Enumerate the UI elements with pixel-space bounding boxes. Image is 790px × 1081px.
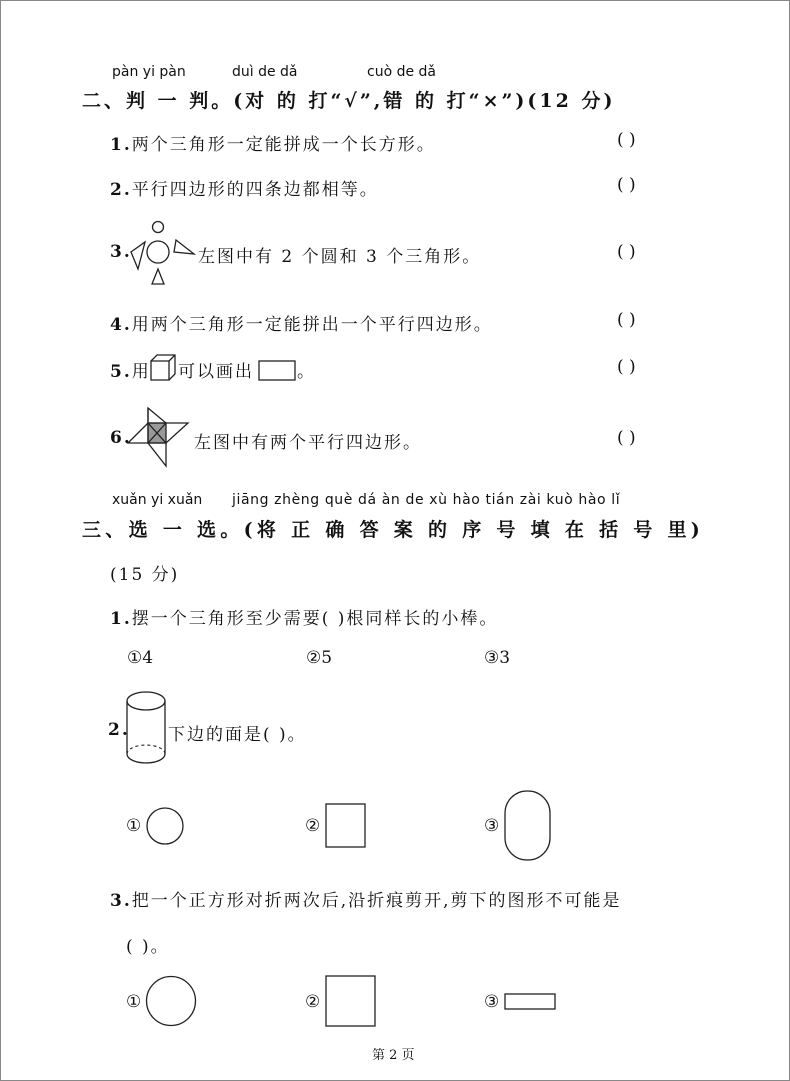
q3-option-3-label[interactable]: ③ bbox=[484, 992, 500, 1012]
q2-stadium-option-icon bbox=[504, 790, 552, 862]
item-number: 1. bbox=[110, 609, 132, 629]
cylinder-icon bbox=[126, 690, 170, 766]
q2-option-2-label[interactable]: ② bbox=[305, 816, 321, 836]
item-number: 6. bbox=[110, 428, 132, 448]
item-number: 1. bbox=[110, 135, 132, 155]
q3-square-option-icon bbox=[325, 975, 379, 1029]
pinyin-dui-de-da: duì de dǎ bbox=[232, 64, 298, 80]
item-number: 3. bbox=[110, 891, 132, 911]
q2-option-1-label[interactable]: ① bbox=[126, 816, 142, 836]
q1-option-2[interactable]: ②5 bbox=[306, 648, 333, 668]
q1-option-3[interactable]: ③3 bbox=[484, 648, 511, 668]
item-number: 3. bbox=[110, 242, 132, 262]
judge-item-3-text: 左图中有 2 个圆和 3 个三角形。 bbox=[198, 247, 482, 267]
pinyin-instruction: jiāng zhèng què dá àn de xù hào tián zài kuò hào lǐ bbox=[232, 492, 621, 508]
q2-option-3-label[interactable]: ③ bbox=[484, 816, 500, 836]
judge-item-1 bbox=[110, 130, 436, 155]
q3-option-2-label[interactable]: ② bbox=[305, 992, 321, 1012]
answer-paren-5[interactable]: ( ) bbox=[617, 357, 636, 377]
answer-paren-6[interactable]: ( ) bbox=[617, 428, 636, 448]
rectangle-icon bbox=[258, 360, 298, 382]
item-text: 用 bbox=[131, 362, 151, 382]
item-text: 用两个三角形一定能拼出一个平行四边形。 bbox=[131, 315, 493, 335]
choice-question-2-text: 下边的面是( )。 bbox=[168, 725, 307, 745]
item-number: 2. bbox=[110, 180, 132, 200]
parallelogram-figure-icon bbox=[127, 407, 191, 469]
pinyin-xuan-yi-xuan: xuǎn yi xuǎn bbox=[112, 492, 203, 508]
bottom-triangle-shape bbox=[152, 269, 164, 284]
answer-paren-3[interactable]: ( ) bbox=[617, 242, 636, 262]
big-circle-shape bbox=[147, 241, 169, 263]
item-text: 把一个正方形对折两次后,沿折痕剪开,剪下的图形不可能是 bbox=[131, 891, 622, 911]
robot-figure-icon bbox=[128, 218, 198, 288]
judge-item-5-a bbox=[110, 357, 151, 382]
cube-icon bbox=[150, 354, 176, 382]
answer-paren-1[interactable]: ( ) bbox=[617, 130, 636, 150]
pinyin-pan-yi-pan: pàn yi pàn bbox=[112, 64, 186, 80]
q3-circle-option-icon bbox=[146, 975, 198, 1029]
choice-question-1 bbox=[110, 604, 498, 629]
item-number: 2. bbox=[108, 720, 130, 740]
small-circle-shape bbox=[153, 222, 164, 233]
judge-item-5-c: 。 bbox=[297, 362, 316, 382]
pinyin-cuo-de-da: cuò de dǎ bbox=[367, 64, 437, 80]
q2-rectangle-option-icon bbox=[325, 803, 367, 849]
item-text: 两个三角形一定能拼成一个长方形。 bbox=[131, 135, 436, 155]
q3-thin-rectangle-option-icon bbox=[504, 993, 558, 1013]
section3-heading: 三、选 一 选。(将 正 确 答 案 的 序 号 填 在 括 号 里) bbox=[82, 519, 705, 541]
section3-score: (15 分) bbox=[110, 565, 180, 585]
judge-item-5-b: 可以画出 bbox=[178, 362, 254, 382]
item-number: 5. bbox=[110, 362, 132, 382]
judge-item-6-text: 左图中有两个平行四边形。 bbox=[194, 433, 422, 453]
answer-paren-4[interactable]: ( ) bbox=[617, 310, 636, 330]
right-triangle-shape bbox=[174, 240, 194, 254]
choice-question-3 bbox=[110, 886, 622, 911]
page-number: 第 2 页 bbox=[372, 1048, 415, 1063]
q3-option-1-label[interactable]: ① bbox=[126, 992, 142, 1012]
answer-paren-2[interactable]: ( ) bbox=[617, 175, 636, 195]
q1-option-1[interactable]: ①4 bbox=[127, 648, 154, 668]
judge-item-2 bbox=[110, 175, 379, 200]
item-text: 摆一个三角形至少需要( )根同样长的小棒。 bbox=[131, 609, 499, 629]
left-triangle-shape bbox=[131, 242, 145, 269]
choice-question-3-answer[interactable]: ( )。 bbox=[126, 937, 170, 957]
item-number: 4. bbox=[110, 315, 132, 335]
judge-item-4 bbox=[110, 310, 493, 335]
section2-heading: 二、判 一 判。(对 的 打“√”,错 的 打“×”)(12 分) bbox=[82, 90, 616, 112]
q2-circle-option-icon bbox=[146, 807, 186, 847]
item-text: 平行四边形的四条边都相等。 bbox=[131, 180, 379, 200]
